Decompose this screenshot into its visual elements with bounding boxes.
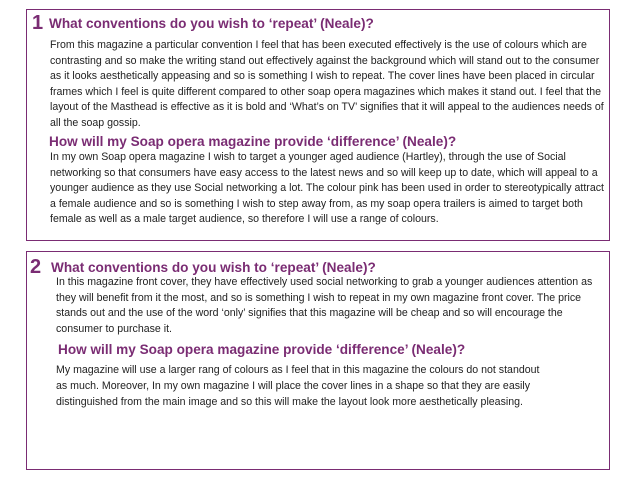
section-1-repeat-heading: What conventions do you wish to ‘repeat’ (Neale)? bbox=[49, 16, 374, 31]
section-2-repeat-heading: What conventions do you wish to ‘repeat’ (Neale)? bbox=[51, 260, 376, 275]
section-1-number: 1 bbox=[32, 12, 44, 34]
section-2-number: 2 bbox=[30, 256, 42, 278]
section-1-difference-heading: How will my Soap opera magazine provide ‘difference’ (Neale)? bbox=[49, 134, 457, 149]
section-1-difference-text: In my own Soap opera magazine I wish to target a younger aged audience (Hartley), through the use of Social networking so that consumers have easy access to the latest news and so will keep up to date, which will appeal to a younger audience as they use Social networking a lot. The colour pink has been used in order to stereotypically attract a female audience and so is something I wish to step away from, as my soap opera trailers is aimed to target both female as well as a male target audience, so therefore I will use a range of colours. bbox=[50, 151, 604, 225]
section-2-difference-text: My magazine will use a larger rang of colours as I feel that in this magazine the colours do not standout as much. Moreover, In my own magazine I will place the cover lines in a shape so that they are easily distinguished from the main image and so this will make the layout look more aesthetically pleasing. bbox=[56, 364, 540, 408]
section-1-repeat-text: From this magazine a particular convention I feel that has been executed effectively is the use of colours which are contrasting and so make the writing stand out effectively against the background which will stand out to the consumer as it looks aesthetically appeasing and so is something I wish to repeat. The cover lines have been placed in circular frames which I feel is quite different compared to other soap opera magazines which makes it stand out. I feel that the layout of the Masthead is effective as it is bold and ‘What’s on TV’ signifies that it will appeal to the audiences needs of all the soap gossip. bbox=[50, 39, 604, 129]
section-2-repeat-text: In this magazine front cover, they have effectively used social networking to grab a younger audiences attention as they will benefit from it the most, and so is something I wish to repeat in my own magazine front cover. The price stands out and the use of the word ‘only’ signifies that this magazine will be cheap and so will encourage the consumer to purchase it. bbox=[56, 276, 593, 335]
section-2-difference-heading: How will my Soap opera magazine provide ‘difference’ (Neale)? bbox=[58, 342, 466, 357]
